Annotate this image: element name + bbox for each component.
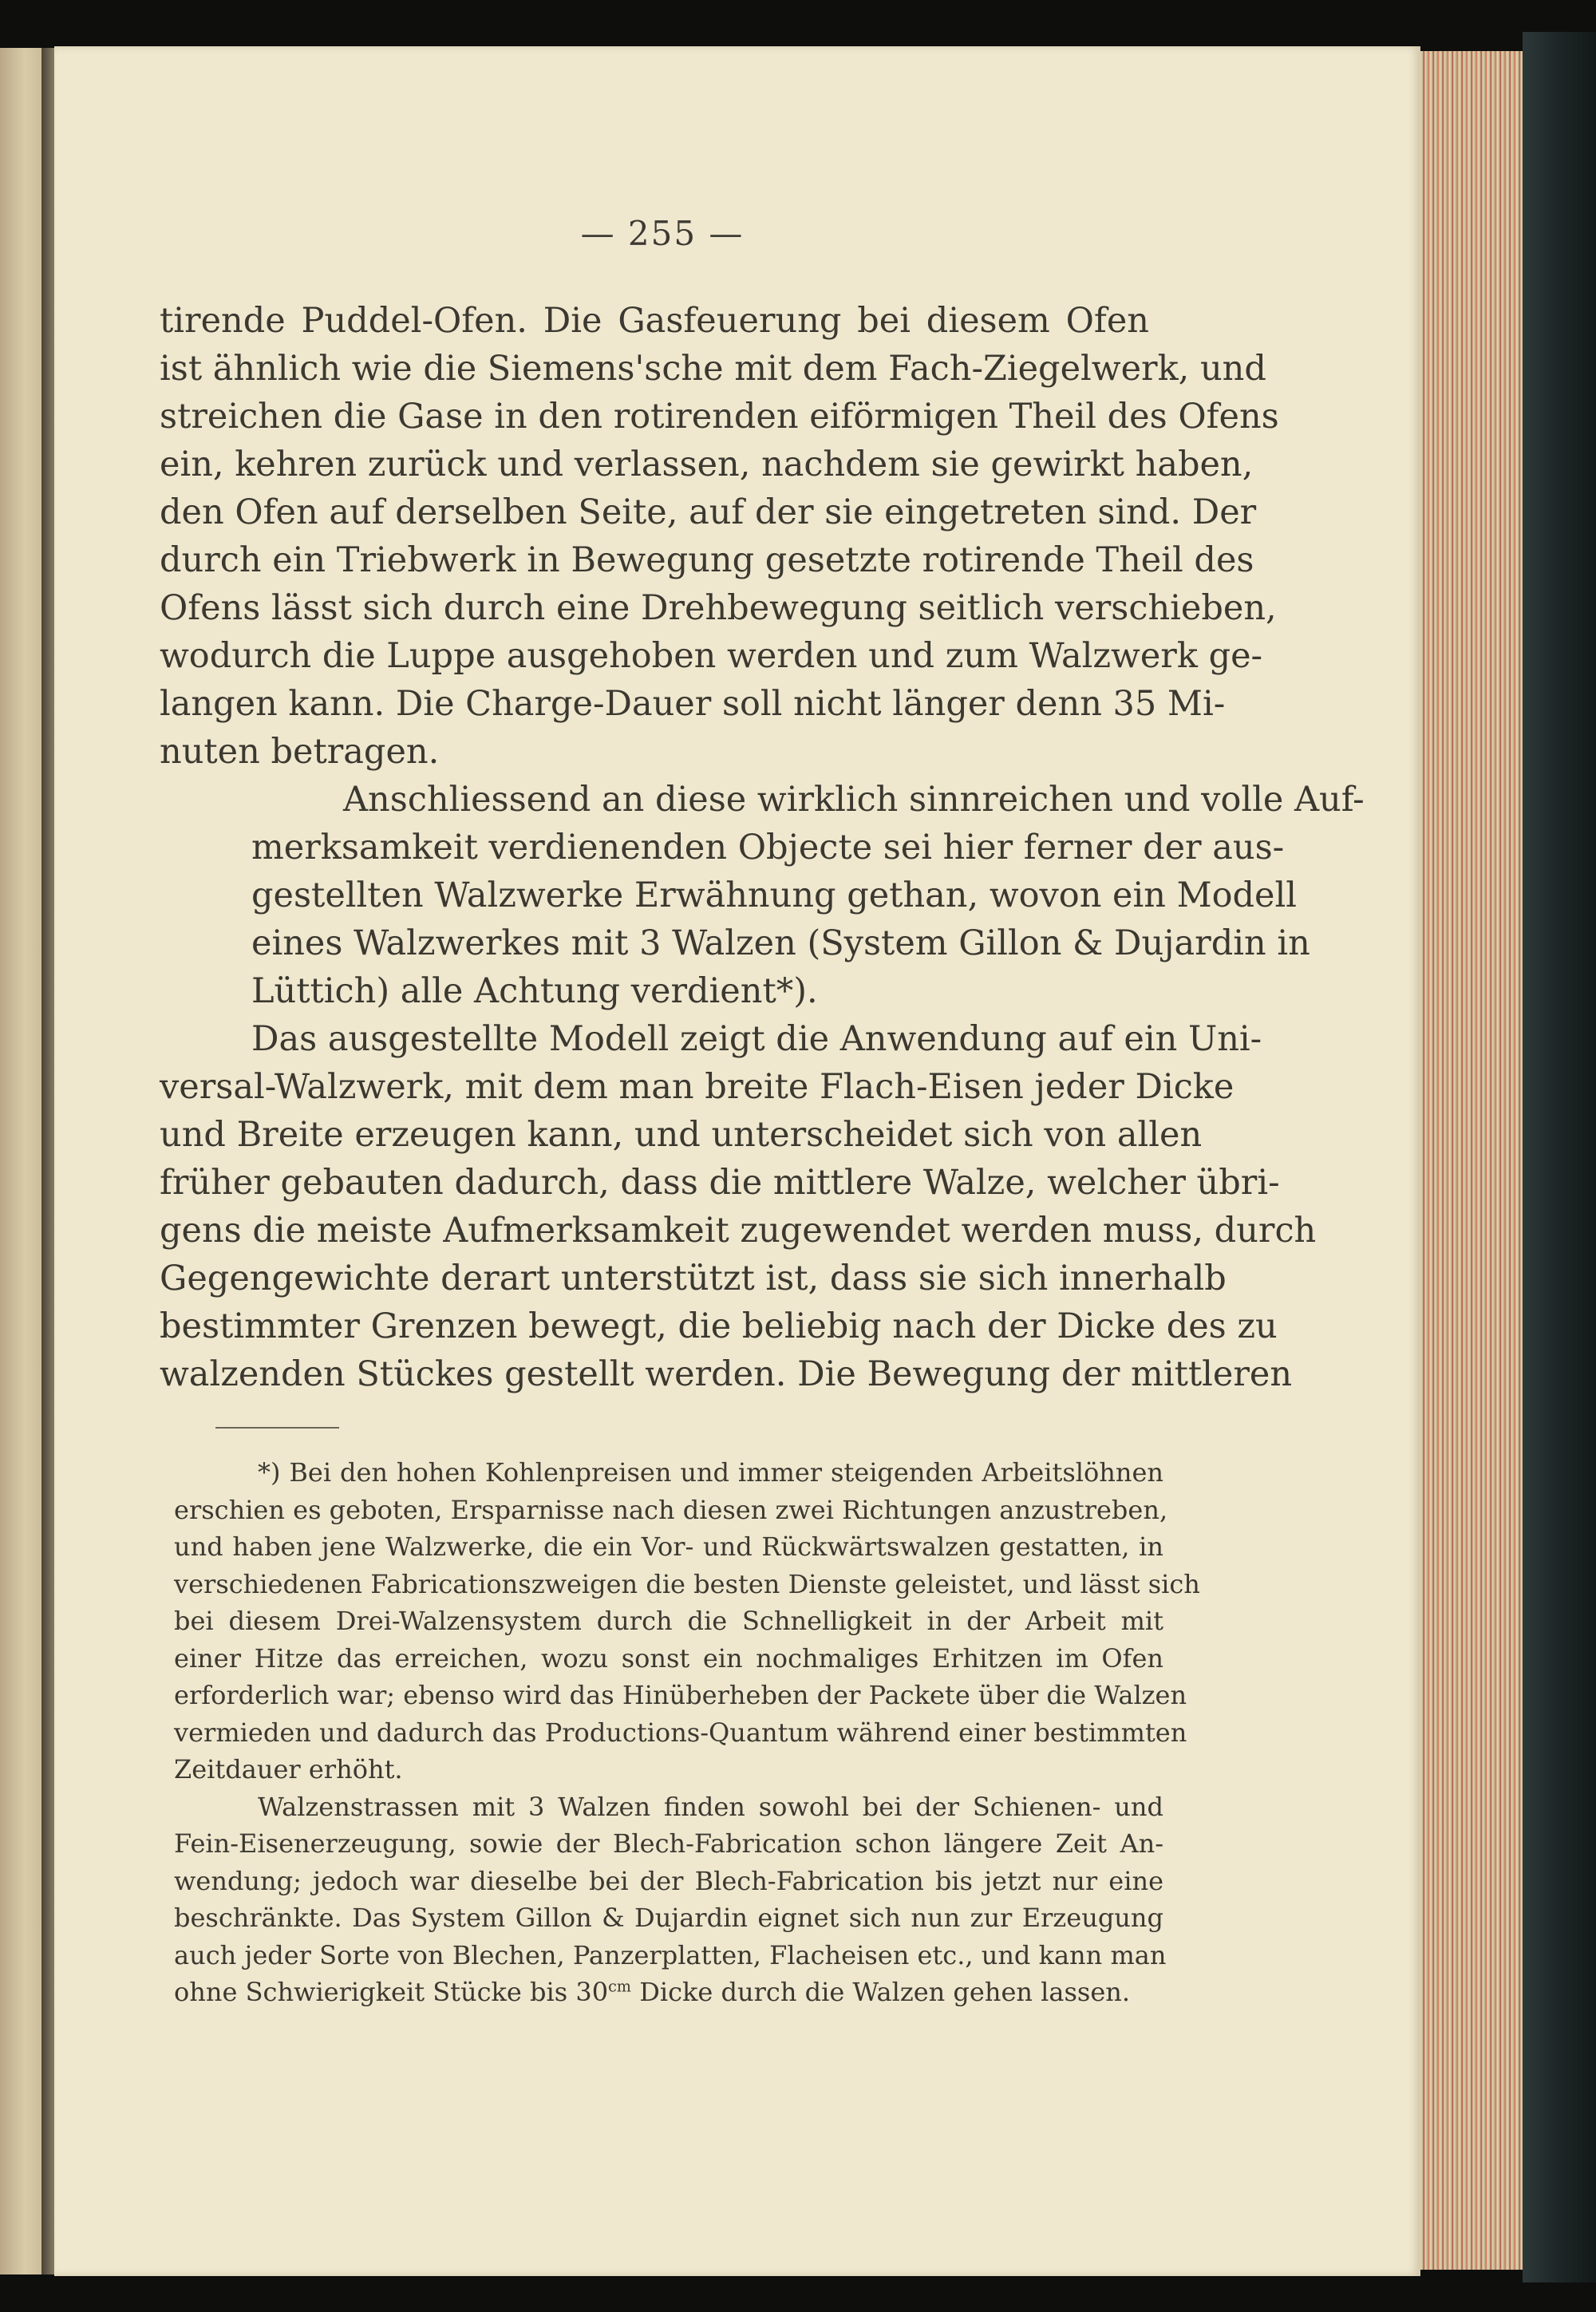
footnote-line: auch jeder Sorte von Blechen, Panzerplatten, Flacheisen etc., und kann man	[174, 1939, 1167, 1970]
text-line: den Ofen auf derselben Seite, auf der sie eingetreten sind. Der	[160, 492, 1257, 532]
footnote-2	[174, 1788, 1167, 2011]
text-line: früher gebauten dadurch, dass die mittlere Walze, welcher übri-	[160, 1163, 1280, 1203]
footnote-divider	[215, 1427, 339, 1429]
footnote-line	[174, 1974, 1163, 2011]
page-number-header: — 255 —	[580, 214, 745, 253]
book-cover-edge	[1523, 32, 1596, 2282]
text-line: Anschliessend an diese wirklich sinnreichen und volle Auf-	[343, 780, 1365, 820]
text-line: bestimmter Grenzen bewegt, die beliebig nach der Dicke des zu	[160, 1306, 1278, 1346]
text-line: streichen die Gase in den rotirenden eiförmigen Theil des Ofens	[160, 397, 1279, 437]
footnote-line: verschiedenen Fabricationszweigen die besten Dienste geleistet, und lässt sich	[174, 1568, 1200, 1599]
footnote-line: Fein-Eisenerzeugung, sowie der Blech-Fabrication schon längere Zeit An-	[174, 1828, 1163, 1859]
footnote-line: erschien es geboten, Ersparnisse nach diesen zwei Richtungen anzustreben,	[174, 1494, 1168, 1525]
footnote-line: vermieden und dadurch das Productions-Quantum während einer bestimmten	[174, 1717, 1187, 1748]
main-text	[160, 297, 1365, 1398]
footnote-text: Dicke durch die Walzen gehen lassen.	[631, 1977, 1131, 2007]
paragraph-1	[160, 297, 1279, 776]
footnote-text: ohne Schwierigkeit Stücke bis 30	[174, 1977, 609, 2007]
text-line: durch ein Triebwerk in Bewegung gesetzte rotirende Theil des	[160, 540, 1254, 580]
text-line: merksamkeit verdienenden Objecte sei hier ferner der aus-	[251, 828, 1285, 867]
unit-superscript: cm	[608, 1977, 632, 1996]
footnote-1	[174, 1454, 1200, 1788]
text-line: Das ausgestellte Modell zeigt die Anwendung auf ein Uni-	[251, 1019, 1262, 1059]
text-line: langen kann. Die Charge-Dauer soll nicht länger denn 35 Mi-	[160, 684, 1226, 724]
text-line: tirende Puddel-Ofen. Die Gasfeuerung bei diesem Ofen	[160, 301, 1149, 341]
text-line: Ofens lässt sich durch eine Drehbewegung seitlich verschieben,	[160, 588, 1277, 628]
text-line: gens die meiste Aufmerksamkeit zugewendet werden muss, durch	[160, 1211, 1317, 1251]
footnote-line: beschränkte. Das System Gillon & Dujardin eignet sich nun zur Erzeugung	[174, 1903, 1163, 1933]
footnote-line: wendung; jedoch war dieselbe bei der Blech-Fabrication bis jetzt nur eine	[174, 1865, 1163, 1896]
paragraph-3	[160, 1015, 1317, 1398]
footnote-line: erforderlich war; ebenso wird das Hinüberheben der Packete über die Walzen	[174, 1680, 1187, 1710]
text-line: ist ähnlich wie die Siemens'sche mit dem Fach-Ziegelwerk, und	[160, 349, 1266, 389]
text-line: walzenden Stückes gestellt werden. Die Bewegung der mittleren	[160, 1354, 1293, 1394]
text-line: gestellten Walzwerke Erwähnung gethan, wovon ein Modell	[251, 875, 1298, 915]
text-line: Gegengewichte derart unterstützt ist, dass sie sich innerhalb	[160, 1259, 1227, 1298]
page-stack-edges	[1420, 51, 1523, 2270]
text-line: ein, kehren zurück und verlassen, nachdem sie gewirkt haben,	[160, 445, 1254, 484]
footnote-line: Zeitdauer erhöht.	[174, 1754, 403, 1784]
text-line: wodurch die Luppe ausgehoben werden und zum Walzwerk ge-	[160, 636, 1263, 676]
footnotes	[174, 1454, 1200, 2011]
text-line: eines Walzwerkes mit 3 Walzen (System Gillon & Dujardin in	[251, 923, 1310, 963]
footnote-line: bei diesem Drei-Walzensystem durch die Schnelligkeit in der Arbeit mit	[174, 1606, 1163, 1636]
footnote-line: einer Hitze das erreichen, wozu sonst ein nochmaliges Erhitzen im Ofen	[174, 1642, 1163, 1674]
previous-page-edge	[0, 48, 41, 2274]
footnote-line: Walzenstrassen mit 3 Walzen finden sowohl bei der Schienen- und	[258, 1791, 1163, 1822]
text-line: Lüttich) alle Achtung verdient*).	[251, 971, 818, 1011]
text-line: und Breite erzeugen kann, und unterscheidet sich von allen	[160, 1115, 1203, 1155]
footnote-line: *) Bei den hohen Kohlenpreisen und immer steigenden Arbeitslöhnen	[258, 1457, 1163, 1488]
text-line: versal-Walzwerk, mit dem man breite Flach-Eisen jeder Dicke	[160, 1067, 1235, 1107]
footnote-line: und haben jene Walzwerke, die ein Vor- und Rückwärtswalzen gestatten, in	[174, 1531, 1163, 1562]
paragraph-2	[160, 776, 1365, 1015]
text-line: nuten betragen.	[160, 732, 440, 772]
